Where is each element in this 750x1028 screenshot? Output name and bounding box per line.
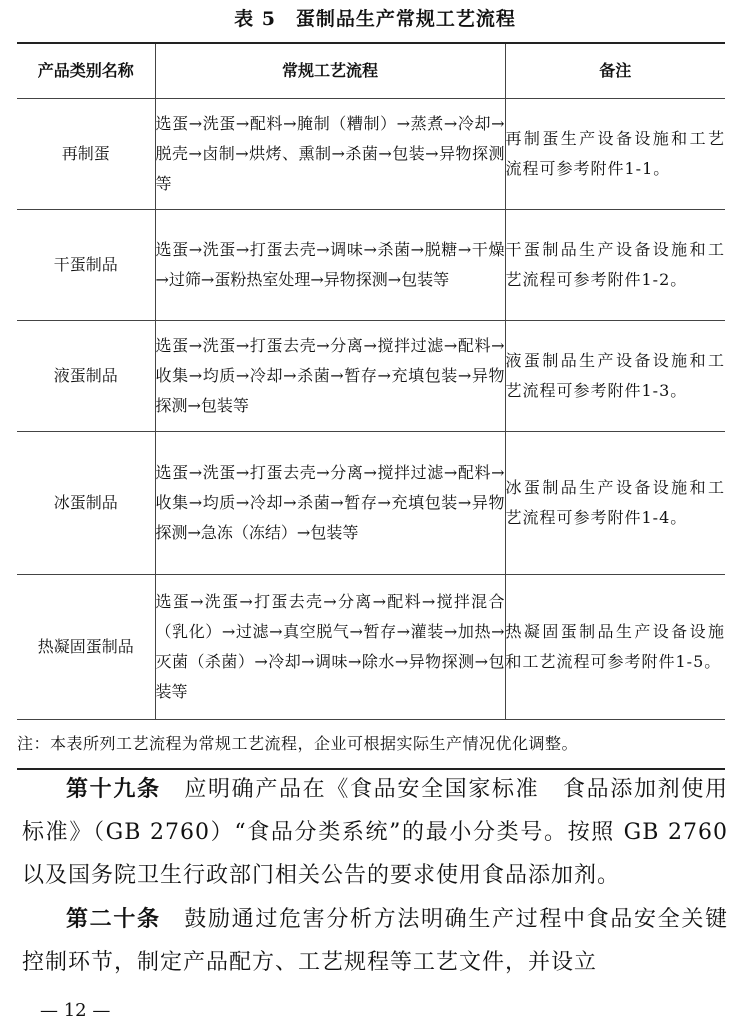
table-title: 表 5 蛋制品生产常规工艺流程	[234, 8, 516, 30]
header-process: 常规工艺流程	[155, 43, 505, 99]
category-cell: 干蛋制品	[17, 210, 155, 321]
header-category: 产品类别名称	[17, 43, 155, 99]
process-cell: 选蛋→洗蛋→打蛋去壳→调味→杀菌→脱糖→干燥→过筛→蛋粉热室处理→异物探测→包装等	[155, 210, 505, 321]
article-19	[22, 768, 728, 897]
process-cell: 选蛋→洗蛋→配料→腌制（糟制）→蒸煮→冷却→脱壳→卤制→烘烤、熏制→杀菌→包装→异物探测等	[155, 99, 505, 210]
note-cell: 液蛋制品生产设备设施和工艺流程可参考附件1-3。	[505, 321, 725, 432]
header-note: 备注	[505, 43, 725, 99]
article-20-text: 鼓励通过危害分析方法明确生产过程中食品安全关键控制环节，制定产品配方、工艺规程等工艺文件，并设立	[22, 907, 728, 975]
article-19-text: 应明确产品在《食品安全国家标准 食品添加剂使用标准》（GB 2760）“食品分类系统”的最小分类号。按照 GB 2760 以及国务院卫生行政部门相关公告的要求使用食品添加剂。	[22, 777, 728, 888]
table-footnote: 注：本表所列工艺流程为常规工艺流程，企业可根据实际生产情况优化调整。	[17, 720, 725, 770]
category-cell: 冰蛋制品	[17, 432, 155, 575]
note-cell: 冰蛋制品生产设备设施和工艺流程可参考附件1-4。	[505, 432, 725, 575]
process-cell: 选蛋→洗蛋→打蛋去壳→分离→搅拌过滤→配料→收集→均质→冷却→杀菌→暂存→充填包装→异物探测→急冻（冻结）→包装等	[155, 432, 505, 575]
process-table	[17, 42, 725, 770]
table-footnote-row	[17, 720, 725, 770]
note-cell: 热凝固蛋制品生产设备设施和工艺流程可参考附件1-5。	[505, 575, 725, 720]
note-cell: 干蛋制品生产设备设施和工艺流程可参考附件1-2。	[505, 210, 725, 321]
category-cell: 再制蛋	[17, 99, 155, 210]
article-20-label: 第二十条	[66, 906, 161, 932]
table-row	[17, 321, 725, 432]
table-row	[17, 210, 725, 321]
process-cell: 选蛋→洗蛋→打蛋去壳→分离→配料→搅拌混合（乳化）→过滤→真空脱气→暂存→灌装→加热→灭菌（杀菌）→冷却→调味→除水→异物探测→包装等	[155, 575, 505, 720]
table-header-row	[17, 43, 725, 99]
note-cell: 再制蛋生产设备设施和工艺流程可参考附件1-1。	[505, 99, 725, 210]
category-cell: 热凝固蛋制品	[17, 575, 155, 720]
category-cell: 液蛋制品	[17, 321, 155, 432]
process-cell: 选蛋→洗蛋→打蛋去壳→分离→搅拌过滤→配料→收集→均质→冷却→杀菌→暂存→充填包装→异物探测→包装等	[155, 321, 505, 432]
table-row	[17, 432, 725, 575]
article-20	[22, 898, 728, 984]
article-19-label: 第十九条	[66, 776, 161, 802]
page-number: — 12 —	[40, 1000, 111, 1021]
table-row	[17, 575, 725, 720]
table-row	[17, 99, 725, 210]
